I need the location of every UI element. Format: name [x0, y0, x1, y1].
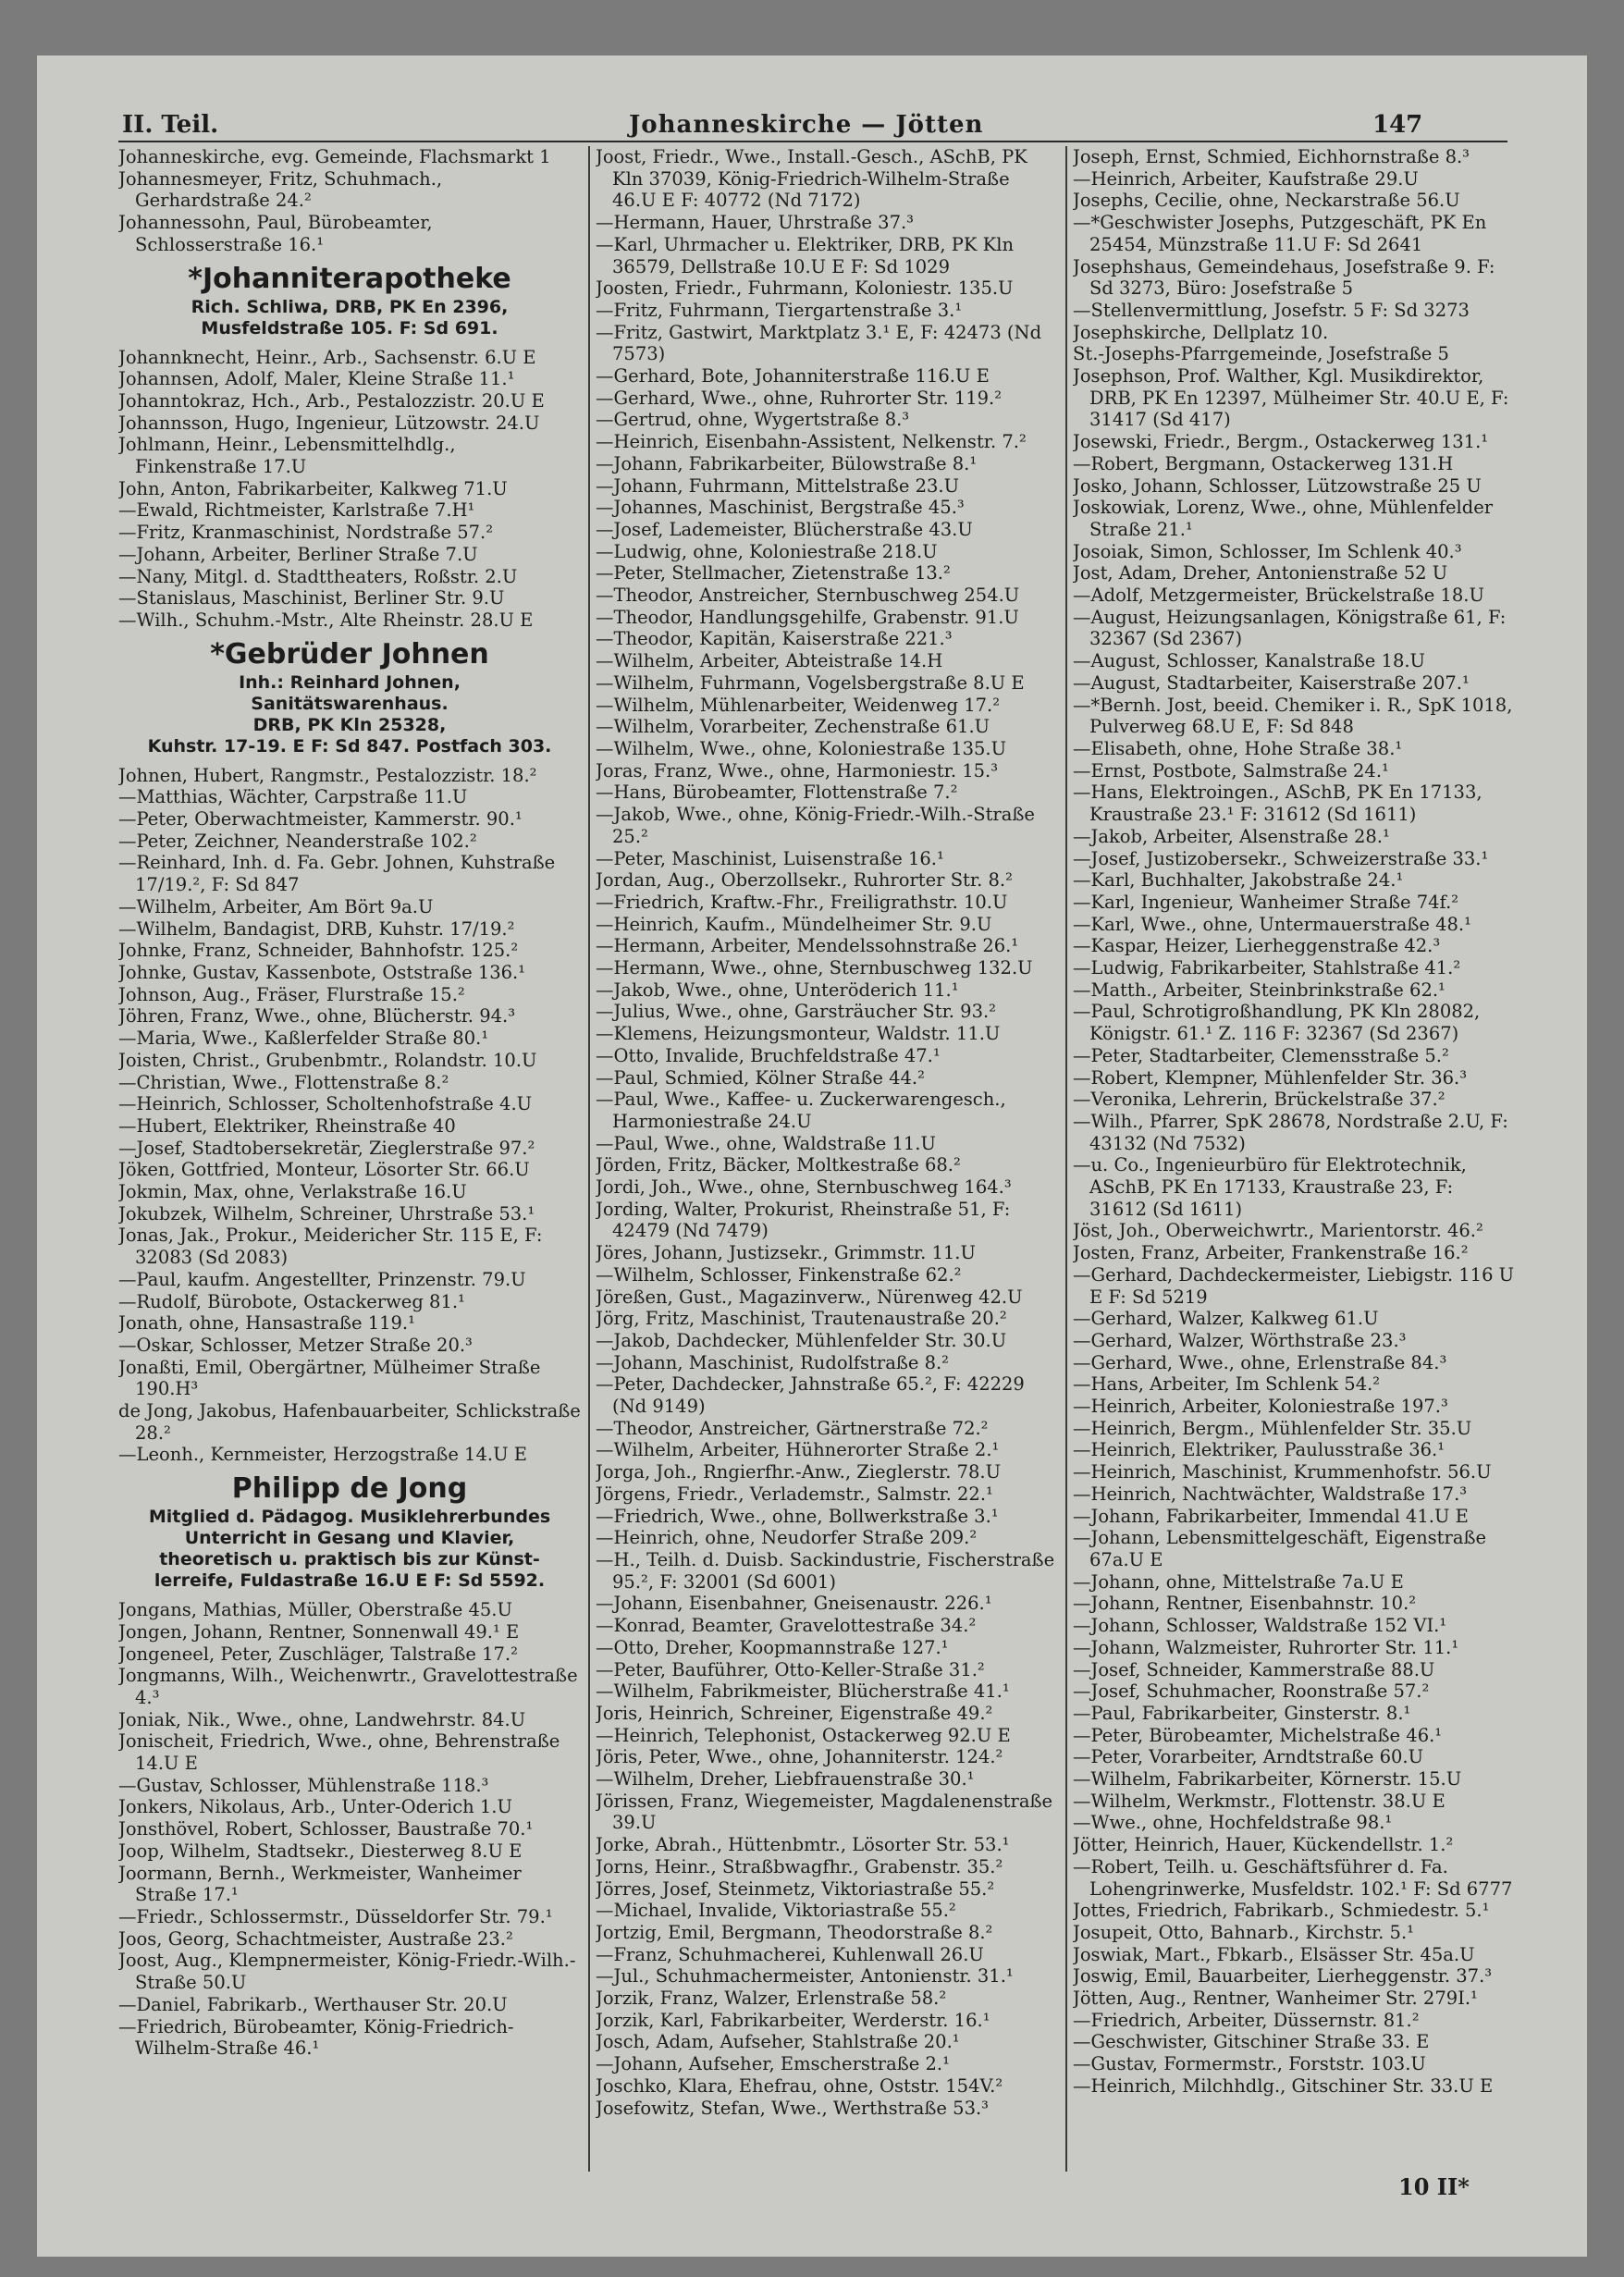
directory-entry: —Heinrich, Arbeiter, Kaufstraße 29.U [1073, 167, 1419, 190]
directory-entry: —Paul, kaufm. Angestellter, Prinzenstr. 79.U [118, 1268, 526, 1290]
directory-entry: Jordan, Aug., Oberzollsekr., Ruhrorter Str. 8.² [596, 869, 1013, 892]
directory-entry: —Gerhard, Walzer, Kalkweg 61.U [1073, 1308, 1379, 1330]
directory-entry: —Peter, Zeichner, Neanderstraße 102.² [118, 830, 477, 852]
directory-entry: Jokubzek, Wilhelm, Schreiner, Uhrstraße 53.¹ [118, 1202, 535, 1225]
directory-entry: Joris, Heinrich, Schreiner, Eigenstraße 49.² [596, 1702, 993, 1724]
directory-entry: —Peter, Dachdecker, Jahnstraße 65.², F: 42229 (Nd 9149) [596, 1373, 1025, 1418]
directory-entry: Jokmin, Max, ohne, Verlakstraße 16.U [118, 1181, 467, 1203]
directory-entry: Jortzig, Emil, Bergmann, Theodorstraße 8.² [596, 1921, 993, 1943]
directory-entry: Jöhren, Franz, Wwe., ohne, Blücherstr. 94.³ [118, 1005, 516, 1028]
directory-entry: Jonischeit, Friedrich, Wwe., ohne, Behrenstraße 14.U E [118, 1730, 560, 1775]
advertisement-line: Musfeldstraße 105. F: Sd 691. [201, 317, 498, 338]
directory-entry: Johannessohn, Paul, Bürobeamter, Schlosserstraße 16.¹ [118, 212, 433, 255]
directory-entry: Josephshaus, Gemeindehaus, Josefstraße 9. F: Sd 3273, Büro: Josefstraße 5 [1073, 255, 1495, 300]
directory-entry: Jordi, Joh., Wwe., ohne, Sternbuschweg 164.³ [596, 1176, 1012, 1199]
directory-entry: Jonsthövel, Robert, Schlosser, Baustraße 70.¹ [118, 1818, 534, 1840]
directory-entry: Josephskirche, Dellplatz 10. [1073, 321, 1329, 343]
directory-entry: —Wilhelm, Schlosser, Finkenstraße 62.² [596, 1263, 962, 1286]
advertisement-line: Sanitätswarenhaus. [251, 693, 449, 714]
directory-entry: —Wilhelm, Fabrikarbeiter, Körnerstr. 15.U [1073, 1768, 1462, 1791]
directory-entry: —Heinrich, Arbeiter, Koloniestraße 197.³ [1073, 1396, 1448, 1418]
directory-entry: —Heinrich, Maschinist, Krummenhofstr. 56.U [1073, 1461, 1492, 1483]
directory-entry: —Friedrich, Kraftw.-Fhr., Freiligrathstr. 10.U [596, 891, 1008, 913]
directory-entry: Joormann, Bernh., Werkmeister, Wanheimer Straße 17.¹ [118, 1862, 522, 1906]
directory-entry: —Johannes, Maschinist, Bergstraße 45.³ [596, 497, 965, 519]
directory-entry: Josephson, Prof. Walther, Kgl. Musikdirektor, DRB, PK En 12397, Mülheimer Str. 40.U E, F: 31417 (Sd 417) [1073, 365, 1509, 431]
directory-entry: —Theodor, Handlungsgehilfe, Grabenstr. 91.U [596, 606, 1019, 628]
directory-entry: —Josef, Schneider, Kammerstraße 88.U [1073, 1658, 1435, 1680]
advertisement-line: Unterricht in Gesang und Klavier, [184, 1528, 515, 1549]
directory-page [37, 55, 1587, 2257]
header-rule [118, 141, 1507, 142]
directory-entry: —Peter, Stadtarbeiter, Clemensstraße 5.² [1073, 1044, 1449, 1066]
directory-entry: —Hans, Elektroingen., ASchB, PK En 17133, Kraustraße 23.¹ F: 31612 (Sd 1611) [1073, 782, 1483, 826]
directory-entry: Josch, Adam, Aufseher, Stahlstraße 20.¹ [596, 2031, 960, 2053]
advertisement-title: *Gebrüder Johnen [210, 637, 489, 671]
directory-entry: —Friedrich, Arbeiter, Düssernstr. 81.² [1073, 2009, 1420, 2031]
directory-entry: —Elisabeth, ohne, Hohe Straße 38.¹ [1073, 737, 1403, 759]
directory-entry: —Paul, Wwe., Kaffee- u. Zuckerwarengesch., Harmoniestraße 24.U [596, 1089, 1006, 1132]
directory-entry: —Karl, Buchhalter, Jakobstraße 24.¹ [1073, 869, 1404, 892]
directory-entry: —Julius, Wwe., ohne, Garsträucher Str. 93.² [596, 1001, 996, 1023]
directory-entry: Joskowiak, Lorenz, Wwe., ohne, Mühlenfelder Straße 21.¹ [1073, 497, 1494, 540]
directory-entry: —Karl, Uhrmacher u. Elektriker, DRB, PK Kln 36579, Dellstraße 10.U E F: Sd 1029 [596, 233, 1015, 277]
directory-entry: Joseph, Ernst, Schmied, Eichhornstraße 8.³ [1073, 146, 1470, 167]
directory-entry: Jorke, Abrah., Hüttenbmtr., Lösorter Str. 53.¹ [596, 1834, 1010, 1856]
directory-entry: —Jakob, Arbeiter, Alsenstraße 28.¹ [1073, 825, 1390, 847]
directory-entry: Joos, Georg, Schachtmeister, Austraße 23.² [118, 1927, 513, 1950]
directory-entry: Johlmann, Heinr., Lebensmittelhdlg., Finkenstraße 17.U [118, 434, 456, 478]
advertisement-line: DRB, PK Kln 25328, [252, 714, 447, 735]
directory-entry: Jording, Walter, Prokurist, Rheinstraße 51, F: 42479 (Nd 7479) [596, 1198, 1011, 1242]
directory-entry: —August, Stadtarbeiter, Kaiserstraße 207.¹ [1073, 671, 1470, 694]
directory-entry: —August, Schlosser, Kanalstraße 18.U [1073, 650, 1425, 672]
directory-entry: —Maria, Wwe., Kaßlerfelder Straße 80.¹ [118, 1028, 489, 1050]
directory-entry: Johannesmeyer, Fritz, Schuhmach., Gerhardstraße 24.² [118, 167, 443, 212]
directory-entry: —Ewald, Richtmeister, Karlstraße 7.H¹ [118, 499, 475, 522]
directory-entry: —Daniel, Fabrikarb., Werthauser Str. 20.U [118, 1993, 508, 2015]
directory-entry: —Wilhelm, Bandagist, DRB, Kuhstr. 17/19.² [118, 917, 515, 940]
directory-entry: —Kaspar, Heizer, Lierheggenstraße 42.³ [1073, 935, 1441, 957]
directory-entry: Joosten, Friedr., Fuhrmann, Koloniestr. 135.U [596, 277, 1014, 300]
directory-entry: —Peter, Oberwachtmeister, Kammerstr. 90.¹ [118, 808, 523, 831]
directory-entry: —Ludwig, ohne, Koloniestraße 218.U [596, 540, 938, 562]
directory-entry: —Johann, Aufseher, Emscherstraße 2.¹ [596, 2053, 950, 2075]
directory-entry: Jöst, Joh., Oberweichwrtr., Marientorstr. 46.² [1073, 1220, 1483, 1242]
directory-entry: Jonas, Jak., Prokur., Meidericher Str. 115 E, F: 32083 (Sd 2083) [118, 1225, 543, 1269]
directory-entry: —Christian, Wwe., Flottenstraße 8.² [118, 1071, 449, 1093]
directory-entry: —Johann, Eisenbahner, Gneisenaustr. 226.¹ [596, 1593, 992, 1615]
directory-entry: Joop, Wilhelm, Stadtsekr., Diesterweg 8.U E [118, 1840, 523, 1862]
directory-entry: Josupeit, Otto, Bahnarb., Kirchstr. 5.¹ [1073, 1921, 1414, 1943]
directory-entry: Jongans, Mathias, Müller, Oberstraße 45.U [118, 1599, 512, 1621]
directory-entry: —Wilhelm, Arbeiter, Am Bört 9a.U [118, 895, 434, 917]
column-divider-1 [588, 146, 590, 2172]
directory-entry: —Gerhard, Wwe., ohne, Ruhrorter Str. 119.² [596, 387, 1003, 409]
directory-entry: —Ludwig, Fabrikarbeiter, Stahlstraße 41.² [1073, 957, 1461, 979]
directory-entry: Jorzik, Karl, Fabrikarbeiter, Werderstr. 16.¹ [596, 2009, 990, 2031]
directory-entry: —Paul, Schmied, Kölner Straße 44.² [596, 1066, 925, 1089]
directory-entry: —Johann, ohne, Mittelstraße 7a.U E [1073, 1570, 1404, 1593]
directory-entry: St.-Josephs-Pfarrgemeinde, Josefstraße 5 [1073, 343, 1449, 365]
directory-entry: Johannsen, Adolf, Maler, Kleine Straße 11.¹ [118, 368, 515, 390]
directory-entry: Josephs, Cecilie, ohne, Neckarstraße 56.U [1073, 190, 1460, 212]
directory-entry: —Karl, Ingenieur, Wanheimer Straße 74f.² [1073, 891, 1459, 913]
directory-entry: Josefowitz, Stefan, Wwe., Werthstraße 53.³ [596, 2097, 989, 2119]
directory-entry: —Hermann, Hauer, Uhrstraße 37.³ [596, 212, 915, 234]
directory-entry: —Otto, Dreher, Koopmannstraße 127.¹ [596, 1636, 949, 1658]
directory-entry: Joost, Aug., Klempnermeister, König-Friedr.-Wilh.-Straße 50.U [118, 1950, 576, 1994]
directory-entry: —Paul, Wwe., ohne, Waldstraße 11.U [596, 1132, 936, 1154]
directory-entry: Johanntokraz, Hch., Arb., Pestalozzistr. 20.U E [118, 389, 545, 412]
directory-entry: Jorga, Joh., Rngierfhr.-Anw., Zieglerstr. 78.U [596, 1461, 1002, 1483]
directory-entry: —Wilhelm, Dreher, Liebfrauenstraße 30.¹ [596, 1768, 975, 1791]
directory-entry: —Michael, Invalide, Viktoriastraße 55.² [596, 1900, 956, 1922]
directory-entry: Joswiak, Mart., Fbkarb., Elsässer Str. 45a.U [1073, 1943, 1475, 1965]
directory-entry: —Fritz, Gastwirt, Marktplatz 3.¹ E, F: 42473 (Nd 7573) [596, 321, 1042, 365]
directory-entry: —Gustav, Formermstr., Forststr. 103.U [1073, 2053, 1426, 2075]
directory-entry: —Klemens, Heizungsmonteur, Waldstr. 11.U [596, 1023, 1001, 1045]
directory-entry: —Hermann, Wwe., ohne, Sternbuschweg 132.U [596, 957, 1033, 979]
directory-entry: —Jakob, Wwe., ohne, König-Friedr.-Wilh.-Straße 25.² [596, 804, 1035, 847]
advertisement-line: Rich. Schliwa, DRB, PK En 2396, [191, 296, 509, 317]
directory-entry: —Franz, Schuhmacherei, Kuhlenwall 26.U [596, 1943, 984, 1965]
page-number: 147 [1372, 111, 1423, 139]
directory-entry: —Matth., Arbeiter, Steinbrinkstraße 62.¹ [1073, 978, 1446, 1001]
directory-entry: —Josef, Lademeister, Blücherstraße 43.U [596, 518, 973, 540]
directory-entry: —Wilhelm, Fuhrmann, Vogelsbergstraße 8.U E [596, 671, 1025, 694]
directory-entry: —Stellenvermittlung, Josefstr. 5 F: Sd 3273 [1073, 299, 1470, 321]
directory-entry: —Reinhard, Inh. d. Fa. Gebr. Johnen, Kuhstraße 17/19.², F: Sd 847 [118, 852, 556, 896]
directory-entry: —Hubert, Elektriker, Rheinstraße 40 [118, 1114, 456, 1137]
directory-entry: Joost, Friedr., Wwe., Install.-Gesch., ASchB, PK Kln 37039, König-Friedrich-Wilhelm-Straße 46.U E F: 40772 (Nd 7172) [596, 146, 1027, 212]
directory-entry: —Heinrich, Eisenbahn-Assistent, Nelkenstr. 7.² [596, 431, 1027, 453]
directory-entry: —Johann, Maschinist, Rudolfstraße 8.² [596, 1351, 950, 1373]
directory-entry: Josoiak, Simon, Schlosser, Im Schlenk 40.³ [1073, 540, 1462, 562]
directory-entry: Joniak, Nik., Wwe., ohne, Landwehrstr. 84.U [118, 1708, 526, 1730]
directory-entry: —Friedrich, Wwe., ohne, Bollwerkstraße 3.¹ [596, 1505, 999, 1527]
directory-entry: —Wwe., ohne, Hochfeldstraße 98.¹ [1073, 1812, 1393, 1834]
page-header [37, 55, 1587, 139]
directory-entry: —Peter, Bürobeamter, Michelstraße 46.¹ [1073, 1724, 1443, 1746]
directory-entry: —Johann, Arbeiter, Berliner Straße 7.U [118, 543, 478, 565]
directory-entry: —u. Co., Ingenieurbüro für Elektrotechnik, ASchB, PK En 17133, Kraustraße 23, F: 31612 (Sd 1611) [1073, 1154, 1467, 1220]
directory-entry: Johnke, Franz, Schneider, Bahnhofstr. 125.² [118, 940, 519, 962]
directory-entry: —Jul., Schuhmachermeister, Antonienstr. 31.¹ [596, 1965, 1014, 1988]
directory-entry: Jonkers, Nikolaus, Arb., Unter-Oderich 1.U [118, 1796, 512, 1818]
directory-entry: Joisten, Christ., Grubenbmtr., Rolandstr. 10.U [118, 1049, 537, 1071]
directory-entry: —Oskar, Schlosser, Metzer Straße 20.³ [118, 1334, 473, 1356]
advertisement-line: Mitglied d. Pädagog. Musiklehrerbundes [148, 1507, 551, 1528]
column-divider-2 [1065, 146, 1067, 2172]
directory-entry: Jöres, Johann, Justizsekr., Grimmstr. 11.U [596, 1242, 976, 1264]
directory-entry: —Matthias, Wächter, Carpstraße 11.U [118, 786, 468, 808]
directory-entry: —Johann, Fabrikarbeiter, Bülowstraße 8.¹ [596, 452, 978, 474]
directory-entry: Jörg, Fritz, Maschinist, Trautenaustraße 20.² [596, 1308, 1007, 1330]
directory-entry: —Theodor, Anstreicher, Gärtnerstraße 72.² [596, 1417, 989, 1439]
directory-entry: —*Geschwister Josephs, Putzgeschäft, PK En 25454, Münzstraße 11.U F: Sd 2641 [1073, 212, 1487, 255]
directory-entry: Jost, Adam, Dreher, Antonienstraße 52 U [1073, 562, 1448, 585]
directory-entry: —Wilhelm, Arbeiter, Abteistraße 14.H [596, 650, 943, 672]
advertisement-line: Kuhstr. 17-19. E F: Sd 847. Postfach 303. [147, 735, 552, 757]
directory-entry: Jongeneel, Peter, Zuschläger, Talstraße 17.² [118, 1643, 518, 1665]
directory-entry: —H., Teilh. d. Duisb. Sackindustrie, Fischerstraße 95.², F: 32001 (Sd 6001) [596, 1549, 1055, 1593]
directory-entry: —Hans, Bürobeamter, Flottenstraße 7.² [596, 782, 958, 804]
directory-entry: Jörden, Fritz, Bäcker, Moltkestraße 68.² [596, 1154, 961, 1176]
directory-entry: —Heinrich, Schlosser, Scholtenhofstraße 4.U [118, 1093, 533, 1115]
directory-entry: Jöken, Gottfried, Monteur, Lösorter Str. 66.U [118, 1159, 530, 1181]
advertisement [118, 637, 581, 757]
directory-entry: —Friedrich, Bürobeamter, König-Friedrich-Wilhelm-Straße 46.¹ [118, 2015, 514, 2060]
directory-entry: —Theodor, Kapitän, Kaiserstraße 221.³ [596, 628, 953, 650]
directory-entry: Joschko, Klara, Ehefrau, ohne, Oststr. 154V.² [596, 2074, 1003, 2097]
directory-entry: —Heinrich, Elektriker, Paulusstraße 36.¹ [1073, 1439, 1446, 1461]
directory-entry: —Peter, Maschinist, Luisenstraße 16.¹ [596, 847, 944, 869]
directory-entry: —Friedr., Schlossermstr., Düsseldorfer Str. 79.¹ [118, 1906, 553, 1927]
directory-entry: —Gerhard, Dachdeckermeister, Liebigstr. 116 U E F: Sd 5219 [1073, 1263, 1515, 1308]
directory-entry: —Ernst, Postbote, Salmstraße 24.¹ [1073, 759, 1389, 782]
directory-entry: —*Bernh. Jost, beeid. Chemiker i. R., SpK 1018, Pulverweg 68.U E, F: Sd 848 [1073, 694, 1513, 738]
directory-entry: Jörissen, Franz, Wiegemeister, Magdalenenstraße 39.U [596, 1790, 1053, 1834]
directory-entry: —Leonh., Kernmeister, Herzogstraße 14.U E [118, 1444, 527, 1466]
directory-entry: Johnke, Gustav, Kassenbote, Oststraße 136.¹ [118, 961, 526, 983]
directory-entry: —Heinrich, ohne, Neudorfer Straße 209.² [596, 1527, 978, 1549]
directory-entry: —Adolf, Metzgermeister, Brückelstraße 18.U [1073, 585, 1484, 607]
directory-entry: —Jakob, Wwe., ohne, Unteröderich 11.¹ [596, 978, 959, 1001]
directory-entry: —Geschwister, Gitschiner Straße 33. E [1073, 2031, 1430, 2053]
directory-entry: Josewski, Friedr., Bergm., Ostackerweg 131.¹ [1073, 431, 1489, 453]
directory-entry: —Robert, Teilh. u. Geschäftsführer d. Fa. Lohengrinwerke, Musfeldstr. 102.¹ F: Sd 6777 [1073, 1855, 1513, 1900]
directory-entry: —Johann, Rentner, Eisenbahnstr. 10.² [1073, 1593, 1417, 1615]
part-label: II. Teil. [122, 111, 219, 139]
directory-entry: —Theodor, Anstreicher, Sternbuschweg 254.U [596, 585, 1020, 607]
directory-entry: de Jong, Jakobus, Hafenbauarbeiter, Schlickstraße 28.² [118, 1400, 581, 1444]
directory-entry: —Josef, Justizobersekr., Schweizerstraße 33.¹ [1073, 847, 1489, 869]
directory-entry: —Heinrich, Nachtwächter, Waldstraße 17.³ [1073, 1483, 1468, 1505]
directory-entry: —Heinrich, Milchhdlg., Gitschiner Str. 33.U E [1073, 2074, 1494, 2097]
directory-entry: —Gertrud, ohne, Wygertstraße 8.³ [596, 409, 910, 431]
directory-entry: —Heinrich, Kaufm., Mündelheimer Str. 9.U [596, 913, 992, 935]
column-3 [1073, 146, 1515, 2176]
directory-entry: —Otto, Invalide, Bruchfeldstraße 47.¹ [596, 1044, 941, 1066]
directory-entry: —Wilhelm, Mühlenarbeiter, Weidenweg 17.² [596, 694, 1001, 716]
directory-entry: —Wilhelm, Werkmstr., Flottenstr. 38.U E [1073, 1790, 1446, 1812]
directory-entry: —Wilh., Schuhm.-Mstr., Alte Rheinstr. 28.U E [118, 609, 534, 631]
directory-entry: Johnson, Aug., Fräser, Flurstraße 15.² [118, 983, 465, 1005]
directory-entry: —Johann, Lebensmittelgeschäft, Eigenstraße 67a.U E [1073, 1527, 1487, 1570]
advertisement-title: Philipp de Jong [231, 1472, 468, 1506]
directory-entry: Joswig, Emil, Bauarbeiter, Lierheggenstr. 37.³ [1073, 1965, 1493, 1988]
directory-entry: —Fritz, Kranmaschinist, Nordstraße 57.² [118, 522, 494, 544]
directory-entry: —Rudolf, Bürobote, Ostackerweg 81.¹ [118, 1290, 465, 1312]
directory-entry: —Heinrich, Telephonist, Ostackerweg 92.U E [596, 1724, 1011, 1746]
column-1 [118, 146, 581, 2176]
directory-entry: —Gustav, Schlosser, Mühlenstraße 118.³ [118, 1774, 489, 1796]
directory-entry: —Johann, Fuhrmann, Mittelstraße 23.U [596, 474, 960, 497]
directory-entry: Jorns, Heinr., Straßbwagfhr., Grabenstr. 35.² [596, 1855, 1003, 1877]
running-title: Johanneskirche — Jötten [629, 111, 984, 139]
directory-entry: Jorzik, Franz, Walzer, Erlenstraße 58.² [596, 1988, 947, 2010]
directory-entry: —Peter, Stellmacher, Zietenstraße 13.² [596, 562, 951, 585]
directory-entry: —Gerhard, Bote, Johanniterstraße 116.U E [596, 365, 990, 388]
directory-entry: Johannknecht, Heinr., Arb., Sachsenstr. 6.U E [118, 346, 536, 368]
directory-entry: —Josef, Stadtobersekretär, Zieglerstraße 97.² [118, 1137, 535, 1159]
directory-entry: Jongen, Johann, Rentner, Sonnenwall 49.¹ E [118, 1620, 520, 1643]
directory-entry: —Konrad, Beamter, Gravelottestraße 34.² [596, 1615, 977, 1637]
printer-signature: 10 II* [1398, 2173, 1470, 2200]
directory-entry: —Peter, Vorarbeiter, Arndtstraße 60.U [1073, 1746, 1424, 1768]
advertisement [118, 1471, 581, 1592]
directory-entry: —Paul, Schrotigroßhandlung, PK Kln 28082, Königstr. 61.¹ Z. 116 F: 32367 (Sd 2367) [1073, 1001, 1481, 1045]
directory-entry: —Wilhelm, Vorarbeiter, Zechenstraße 61.U [596, 716, 990, 738]
directory-entry: —Karl, Wwe., ohne, Untermauerstraße 48.¹ [1073, 913, 1471, 935]
directory-entry: —Wilhelm, Fabrikmeister, Blücherstraße 41.¹ [596, 1680, 1010, 1703]
directory-entry: —Gerhard, Wwe., ohne, Erlenstraße 84.³ [1073, 1351, 1447, 1373]
directory-entry: Josten, Franz, Arbeiter, Frankenstraße 16.² [1073, 1242, 1469, 1264]
directory-entry: Johnen, Hubert, Rangmstr., Pestalozzistr. 18.² [118, 764, 537, 786]
directory-entry: —Johann, Schlosser, Waldstraße 152 VI.¹ [1073, 1615, 1447, 1637]
directory-entry: —Wilhelm, Arbeiter, Hühnerorter Straße 2.¹ [596, 1439, 1000, 1461]
directory-entry: Jongmanns, Wilh., Weichenwrtr., Gravelottestraße 4.³ [118, 1665, 578, 1708]
directory-entry: Jonaßti, Emil, Obergärtner, Mülheimer Straße 190.H³ [118, 1356, 541, 1400]
directory-entry: —Gerhard, Walzer, Wörthstraße 23.³ [1073, 1329, 1407, 1351]
directory-entry: —Johann, Fabrikarbeiter, Immendal 41.U E [1073, 1505, 1469, 1527]
directory-entry: —Robert, Bergmann, Ostackerweg 131.H [1073, 452, 1454, 474]
directory-entry: Jottes, Friedrich, Fabrikarb., Schmiedestr. 5.¹ [1073, 1900, 1490, 1922]
directory-entry: —Robert, Klempner, Mühlenfelder Str. 36.³ [1073, 1066, 1468, 1089]
advertisement-line: lerreife, Fuldastraße 16.U E F: Sd 5592. [154, 1570, 546, 1592]
directory-entry: —Hans, Arbeiter, Im Schlenk 54.² [1073, 1373, 1381, 1396]
directory-entry: Jötten, Aug., Rentner, Wanheimer Str. 279I.¹ [1073, 1988, 1478, 2010]
column-2 [596, 146, 1058, 2176]
directory-entry: Jöreßen, Gust., Magazinverw., Nürenweg 42.U [596, 1286, 1023, 1308]
directory-entry: —Stanislaus, Maschinist, Berliner Str. 9.U [118, 587, 505, 609]
directory-entry: —August, Heizungsanlagen, Königstraße 61, F: 32367 (Sd 2367) [1073, 606, 1507, 650]
directory-entry: Jöris, Peter, Wwe., ohne, Johanniterstr. 124.² [596, 1746, 1003, 1768]
directory-entry: Jörgens, Friedr., Verlademstr., Salmstr. 22.¹ [596, 1483, 993, 1505]
directory-entry: —Josef, Schuhmacher, Roonstraße 57.² [1073, 1680, 1430, 1703]
directory-entry: —Veronika, Lehrerin, Brückelstraße 37.² [1073, 1089, 1446, 1111]
directory-entry: —Nany, Mitgl. d. Stadttheaters, Roßstr. 2.U [118, 565, 518, 587]
directory-entry: —Heinrich, Bergm., Mühlenfelder Str. 35.U [1073, 1417, 1472, 1439]
advertisement-line: theoretisch u. praktisch bis zur Künst- [159, 1549, 540, 1570]
directory-entry: Johannsson, Hugo, Ingenieur, Lützowstr. 24.U [118, 412, 540, 434]
directory-entry: —Paul, Fabrikarbeiter, Ginsterstr. 8.¹ [1073, 1702, 1411, 1724]
directory-entry: Josko, Johann, Schlosser, Lützowstraße 25 U [1073, 474, 1482, 497]
directory-entry: —Johann, Walzmeister, Ruhrorter Str. 11.¹ [1073, 1636, 1459, 1658]
directory-entry: —Fritz, Fuhrmann, Tiergartenstraße 3.¹ [596, 299, 963, 321]
directory-entry: Jonath, ohne, Hansastraße 119.¹ [118, 1312, 415, 1335]
directory-entry: Jötter, Heinrich, Hauer, Kückendellstr. 1.² [1073, 1834, 1454, 1856]
directory-entry: —Jakob, Dachdecker, Mühlenfelder Str. 30.U [596, 1329, 1007, 1351]
directory-entry: Joras, Franz, Wwe., ohne, Harmoniestr. 15.³ [596, 759, 999, 782]
advertisement-line: Inh.: Reinhard Johnen, [239, 671, 461, 693]
directory-entry: —Peter, Bauführer, Otto-Keller-Straße 31.² [596, 1658, 985, 1680]
directory-entry: —Wilh., Pfarrer, SpK 28678, Nordstraße 2.U, F: 43132 (Nd 7532) [1073, 1110, 1508, 1154]
advertisement-title: *Johanniterapotheke [188, 262, 511, 295]
directory-entry: Johanneskirche, evg. Gemeinde, Flachsmarkt 1 [118, 146, 551, 167]
directory-entry: John, Anton, Fabrikarbeiter, Kalkweg 71.U [118, 477, 508, 499]
directory-entry: —Hermann, Arbeiter, Mendelssohnstraße 26.¹ [596, 935, 1019, 957]
directory-entry: —Wilhelm, Wwe., ohne, Koloniestraße 135.U [596, 737, 1007, 759]
directory-entry: Jörres, Josef, Steinmetz, Viktoriastraße 55.² [596, 1877, 995, 1900]
advertisement [118, 262, 581, 339]
